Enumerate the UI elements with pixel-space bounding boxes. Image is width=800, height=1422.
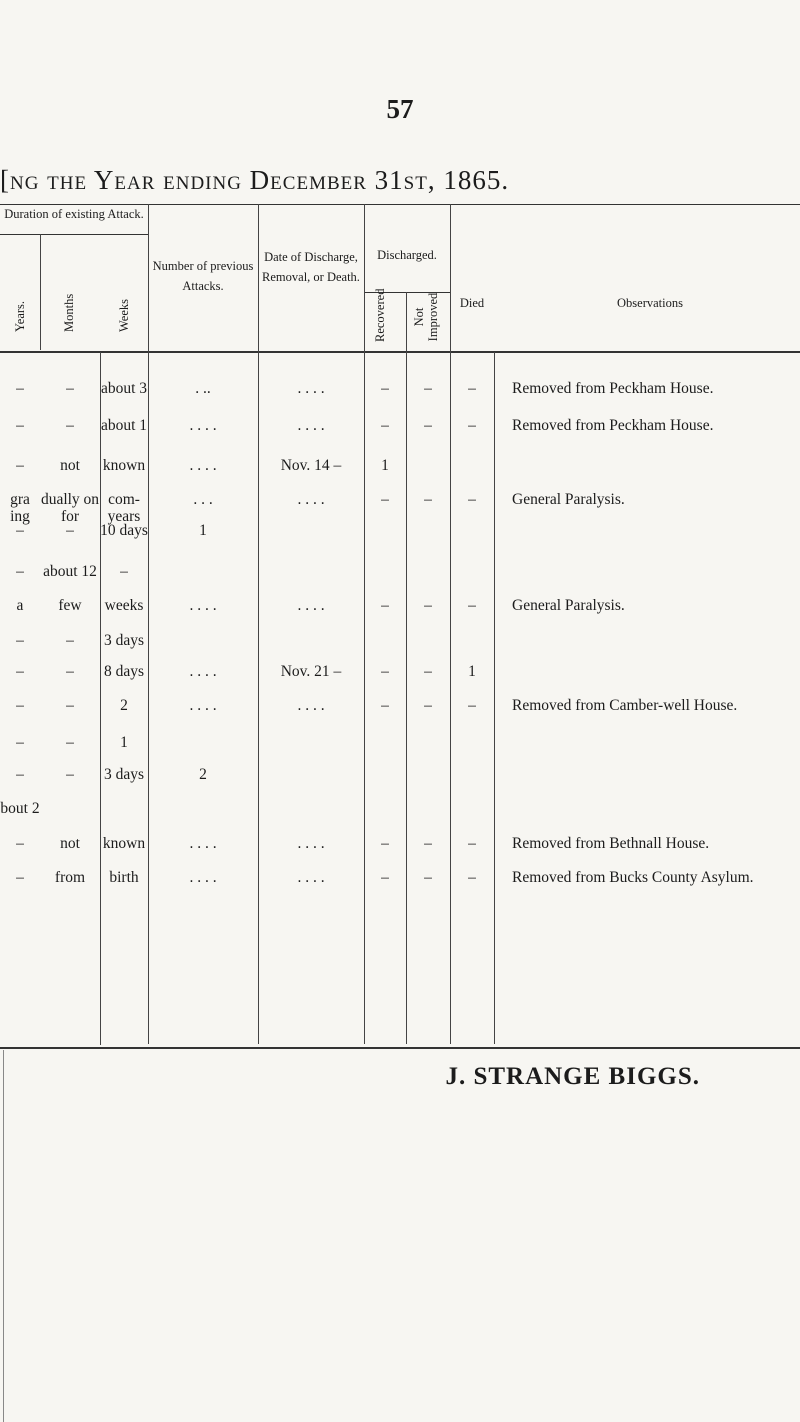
cell-months: –	[66, 766, 74, 783]
cell-previous: . . . .	[189, 697, 217, 714]
cell-months: from	[54, 869, 86, 886]
cell-recovered: –	[381, 869, 389, 886]
cell-previous: . . . .	[189, 835, 217, 852]
cell-date: . . . .	[297, 835, 325, 852]
col-rule	[450, 204, 451, 1044]
cell-years: –	[16, 734, 24, 751]
col-rule	[494, 352, 495, 1044]
cell-years: a	[16, 597, 24, 614]
cell-previous: 2	[199, 766, 207, 783]
cell-not-improved: –	[424, 663, 432, 680]
cell-recovered: –	[381, 835, 389, 852]
cell-months: –	[66, 522, 74, 539]
cell-previous: . . . .	[189, 457, 217, 474]
cell-died: –	[468, 697, 476, 714]
table-top-rule	[0, 204, 800, 205]
cell-months: –	[66, 380, 74, 397]
cell-not-improved: –	[424, 380, 432, 397]
cell-weeks: com- years	[107, 491, 141, 525]
cell-previous: . . .	[193, 491, 213, 508]
cell-previous: . . . .	[189, 663, 217, 680]
header-discharged: Discharged.	[377, 248, 437, 262]
cell-weeks: weeks	[104, 597, 144, 614]
cell-not-improved: –	[424, 697, 432, 714]
cell-months: dually on for	[40, 491, 100, 525]
header-observations: Observations	[617, 296, 683, 310]
header-previous-attacks: Number of previous Attacks.	[152, 259, 254, 293]
cell-years: –	[16, 835, 24, 852]
cell-years: bout 2	[0, 800, 40, 817]
cell-date: . . . .	[297, 697, 325, 714]
margin-rule	[3, 1050, 4, 1422]
cell-years: –	[16, 563, 24, 580]
cell-date: . . . .	[297, 380, 325, 397]
cell-date: Nov. 21 –	[280, 663, 342, 680]
signature: J. STRANGE BIGGS.	[445, 1063, 700, 1090]
cell-weeks: about 1	[100, 417, 148, 434]
cell-weeks: known	[102, 835, 146, 852]
header-died: Died	[459, 296, 485, 310]
cell-years: –	[16, 697, 24, 714]
cell-recovered: –	[381, 491, 389, 508]
page-title-text: [ng the Year ending December 31st, 1865.	[0, 165, 510, 195]
header-date: Date of Discharge, Removal, or Death.	[262, 250, 360, 284]
cell-weeks: birth	[109, 869, 139, 886]
cell-months: not	[60, 835, 80, 852]
cell-died: –	[468, 597, 476, 614]
header-months: Months	[62, 293, 76, 332]
cell-previous: . . . .	[189, 597, 217, 614]
col-rule	[40, 234, 41, 350]
cell-years: –	[16, 417, 24, 434]
cell-weeks: –	[120, 563, 128, 580]
cell-date: . . . .	[297, 417, 325, 434]
cell-recovered: –	[381, 597, 389, 614]
cell-previous: 1	[199, 522, 207, 539]
header-bottom-rule	[0, 351, 800, 353]
col-rule	[364, 204, 365, 1044]
cell-died: –	[468, 380, 476, 397]
cell-previous: . . . .	[189, 869, 217, 886]
cell-weeks: 3 days	[103, 632, 145, 649]
cell-not-improved: –	[424, 835, 432, 852]
cell-years: –	[16, 663, 24, 680]
cell-died: –	[468, 835, 476, 852]
cell-years: –	[16, 457, 24, 474]
cell-observations: Removed from Peckham House.	[512, 380, 714, 397]
header-years: Years.	[13, 300, 27, 332]
cell-died: –	[468, 491, 476, 508]
cell-months: –	[66, 697, 74, 714]
table-bottom-rule	[0, 1047, 800, 1049]
cell-observations: General Paralysis.	[512, 491, 625, 508]
duration-under-rule	[0, 234, 148, 235]
cell-not-improved: –	[424, 869, 432, 886]
cell-months: few	[58, 597, 82, 614]
cell-previous: . . . .	[189, 417, 217, 434]
cell-date: Nov. 14 –	[280, 457, 342, 474]
cell-years: –	[16, 522, 24, 539]
cell-recovered: –	[381, 663, 389, 680]
cell-weeks: 10 days	[100, 522, 148, 539]
cell-died: –	[468, 417, 476, 434]
cell-date: . . . .	[297, 491, 325, 508]
cell-recovered: –	[381, 697, 389, 714]
page-title	[0, 165, 509, 196]
cell-observations: Removed from Peckham House.	[512, 417, 714, 434]
header-duration: Duration of existing Attack.	[4, 207, 144, 221]
cell-weeks: about 3	[100, 380, 148, 397]
header-weeks: Weeks	[117, 298, 131, 332]
cell-observations: Removed from Camber-well House.	[512, 697, 738, 714]
cell-date: . . . .	[297, 869, 325, 886]
cell-recovered: –	[381, 380, 389, 397]
cell-recovered: 1	[381, 457, 389, 474]
cell-previous: . ..	[195, 380, 211, 397]
col-rule	[258, 204, 259, 1044]
cell-weeks: 1	[120, 734, 128, 751]
cell-weeks: 2	[120, 697, 128, 714]
cell-not-improved: –	[424, 417, 432, 434]
cell-months: about 12	[43, 563, 97, 580]
cell-years: –	[16, 766, 24, 783]
cell-not-improved: –	[424, 597, 432, 614]
cell-weeks: 3 days	[103, 766, 145, 783]
cell-months: –	[66, 632, 74, 649]
cell-died: 1	[468, 663, 476, 680]
header-not-improved: Not Improved	[412, 292, 440, 342]
cell-years: –	[16, 869, 24, 886]
page-number: 57	[386, 94, 414, 124]
cell-not-improved: –	[424, 491, 432, 508]
cell-observations: Removed from Bethnall House.	[512, 835, 710, 852]
cell-years: –	[16, 632, 24, 649]
cell-observations: Removed from Bucks County Asylum.	[512, 869, 754, 886]
cell-years: gra ing	[10, 491, 30, 525]
cell-months: –	[66, 417, 74, 434]
cell-died: –	[468, 869, 476, 886]
cell-recovered: –	[381, 417, 389, 434]
cell-weeks: 8 days	[103, 663, 145, 680]
cell-observations: General Paralysis.	[512, 597, 625, 614]
cell-date: . . . .	[297, 597, 325, 614]
cell-weeks: known	[102, 457, 146, 474]
header-recovered: Recovered	[373, 288, 387, 342]
cell-months: not	[60, 457, 80, 474]
cell-years: –	[16, 380, 24, 397]
cell-months: –	[66, 734, 74, 751]
col-rule	[148, 204, 149, 1044]
cell-months: –	[66, 663, 74, 680]
